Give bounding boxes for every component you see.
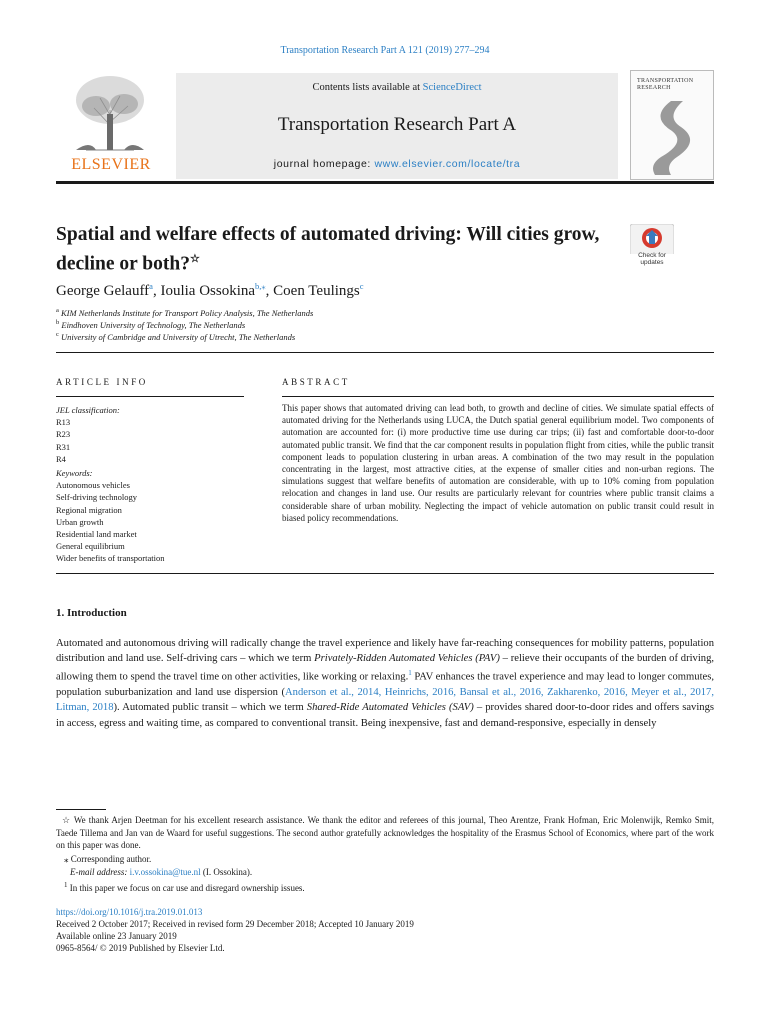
author-affiliation-mark[interactable]: c [359,281,364,291]
keywords [56,467,164,565]
contents-line [176,82,618,93]
footnote-1-text: In this paper we focus on car use and disregard ownership issues. [69,883,305,893]
sciencedirect-link[interactable]: ScienceDirect [422,82,482,93]
keyword: Wider benefits of transportation [56,553,165,564]
body-text: – relieve their occupants of the burden of driving, allowing them to spend the travel time on other activities, like working or relaxing. [56,653,715,683]
doi-link[interactable] [56,906,202,918]
paper-title [56,222,616,277]
affiliation-text: Eindhoven University of Technology, The Netherlands [61,319,246,330]
acknowledgement-footnote [56,814,714,852]
pav-term: Privately-Ridden Automated Vehicles (PAV) [314,653,500,665]
body-text: Automated and autonomous driving will radically change the travel experience and likely have far-reaching consequences for mobility patterns, population distribution and land use. Self-driving cars – which we term [56,638,714,665]
email-label: E-mail address: [70,867,130,877]
citation-links[interactable]: Anderson et al., 2014, Heinrichs, 2016, Bansal et al., 2016, Zakharenko, 2016, Meyer et al., 2017, Litman, 2018 [56,687,714,714]
body-text: ). Automated public transit – which we term [113,702,307,714]
homepage-prefix: journal homepage: [273,158,375,170]
journal-cover-icon[interactable] [630,70,714,180]
footnote-mark[interactable]: 1 [408,669,412,678]
author-affiliation-mark[interactable]: a [149,281,153,291]
jel-code: R4 [56,453,66,464]
email-suffix: (I. Ossokina). [200,867,253,877]
article-info-rule [56,396,244,397]
jel-classification [56,404,120,465]
acknowledgement-text: We thank Arjen Deetman for his excellent research assistance. We thank the editor and referees of this journal, Theo Arentze, Frank Hofman, Eric Molenwijk, Remko Smit, Taede Tillema and Jan van de Waard for useful suggestions. The second author gratefully acknowledges the hospitality of the Erasmus School of Economics, where part of the work on this paper was done. [56,815,715,850]
affiliation [56,331,295,342]
footnote-star: ☆ [62,815,71,825]
affiliation-mark: b [56,319,60,326]
author-list: George Gelauff$^a$, Ioulia Ossokina$^{b,⁎}$, Coen Teulings$^c$ [56,281,364,299]
keyword: Self-driving technology [56,492,137,503]
abstract-heading: ABSTRACT [282,377,350,387]
jel-label: JEL classification: [56,405,120,415]
email-link[interactable]: i.v.ossokina@tue.nl [129,867,201,877]
journal-title: Transportation Research Part A [277,114,517,135]
affiliation-text: University of Cambridge and University of Utrecht, The Netherlands [61,331,296,342]
copyright: 0965-8564/ © 2019 Published by Elsevier Ltd. [56,943,225,953]
author-name: George Gelauff [56,283,150,299]
keyword: Urban growth [56,516,104,527]
email-note [70,866,728,879]
keyword: Residential land market [56,529,137,540]
contents-prefix: Contents lists available at [312,82,423,93]
intro-heading: 1. Introduction [56,607,127,619]
journal-homepage [176,158,618,170]
author-name: Ioulia Ossokina [160,283,256,299]
affiliation-mark: c [56,331,59,338]
badge-line-2: updates [640,259,664,266]
affiliation-text: KIM Netherlands Institute for Transport Policy Analysis, The Netherlands [61,307,314,318]
footnote-1 [64,879,722,895]
cover-title: TRANSPORTATION RESEARCH [637,78,694,91]
section-rule [56,573,714,574]
journal-reference[interactable]: Transportation Research Part A 121 (2019) 277–294 [280,45,490,56]
title-line-2: decline or both? [56,253,190,275]
footnote-1-mark: 1 [64,881,68,889]
abstract-rule [282,396,714,397]
affiliation [56,307,313,318]
corresponding-author-note [64,853,722,866]
footnote-rule [56,809,106,810]
section-rule [56,352,714,353]
author-name: Coen Teulings [273,283,360,299]
abstract-text: This paper shows that automated driving can lead both, to growth and decline of cities. We simulate spatial effects of automated driving for the Netherlands using LUCA, the Dutch spatial general equilibrium model. Two components of automation are accounted for: (i) more productive time use during car trips; (ii) fast and comfortable door-to-door automated public transit. We find that the car component results in population flight from cities, while the public transit component leads to population clustering in urban areas. A combination of the two may result in the population concentrating in the largest, most attractive cities, at the expense of smaller cities and non-urban regions. The simulations suggest that welfare benefits of automation are considerable, with up to 10% coming from population relocation and changes in land use. Our results are particularly relevant for countries where public transit claims a considerable share of urban mobility. Neglecting the impact of vehicle automation on public transit could result in biased policy recommendations. [282,403,714,523]
available-online: Available online 23 January 2019 [56,931,177,941]
affiliation [56,319,245,330]
keyword: Regional migration [56,504,122,515]
title-line-1: Spatial and welfare effects of automated driving: Will cities grow, [56,224,600,245]
received-dates: Received 2 October 2017; Received in revised form 29 December 2018; Accepted 10 January 2019 [56,919,414,929]
keywords-label: Keywords: [56,468,93,478]
corresponding-text: Corresponding author. [70,854,152,864]
jel-code: R23 [56,429,71,440]
check-for-updates-label [630,252,674,266]
sav-term: Shared-Ride Automated Vehicles (SAV) [306,702,474,714]
affiliation-mark: a [56,307,59,314]
badge-line-1: Check for [638,252,666,259]
article-info-heading: ARTICLE INFO [56,377,148,387]
title-footnote-star[interactable]: ☆ [189,253,200,265]
corresponding-mark: ⁎ [64,854,69,864]
body-text: PAV enhances the travel experience and may lead to longer commutes, population suburbanization and land use dispersion ( [56,671,714,699]
keyword: General equilibrium [56,541,125,552]
author-affiliation-mark[interactable]: b,⁎ [255,281,266,291]
doi-url[interactable]: https://doi.org/10.1016/j.tra.2019.01.013 [56,907,203,917]
intro-paragraph [56,636,714,731]
publisher-wordmark: ELSEVIER [71,156,151,173]
jel-code: R13 [56,417,71,428]
homepage-link[interactable]: www.elsevier.com/locate/tra [374,158,521,170]
header-rule [56,181,714,184]
keyword: Autonomous vehicles [56,480,130,491]
body-text: – provides shared door-to-door rides and offers savings in access, egress and waiting time, as compared to conventional transit. Being inexpensive, fast and demand-responsive, especially in densely [56,702,714,729]
jel-code: R31 [56,441,71,452]
